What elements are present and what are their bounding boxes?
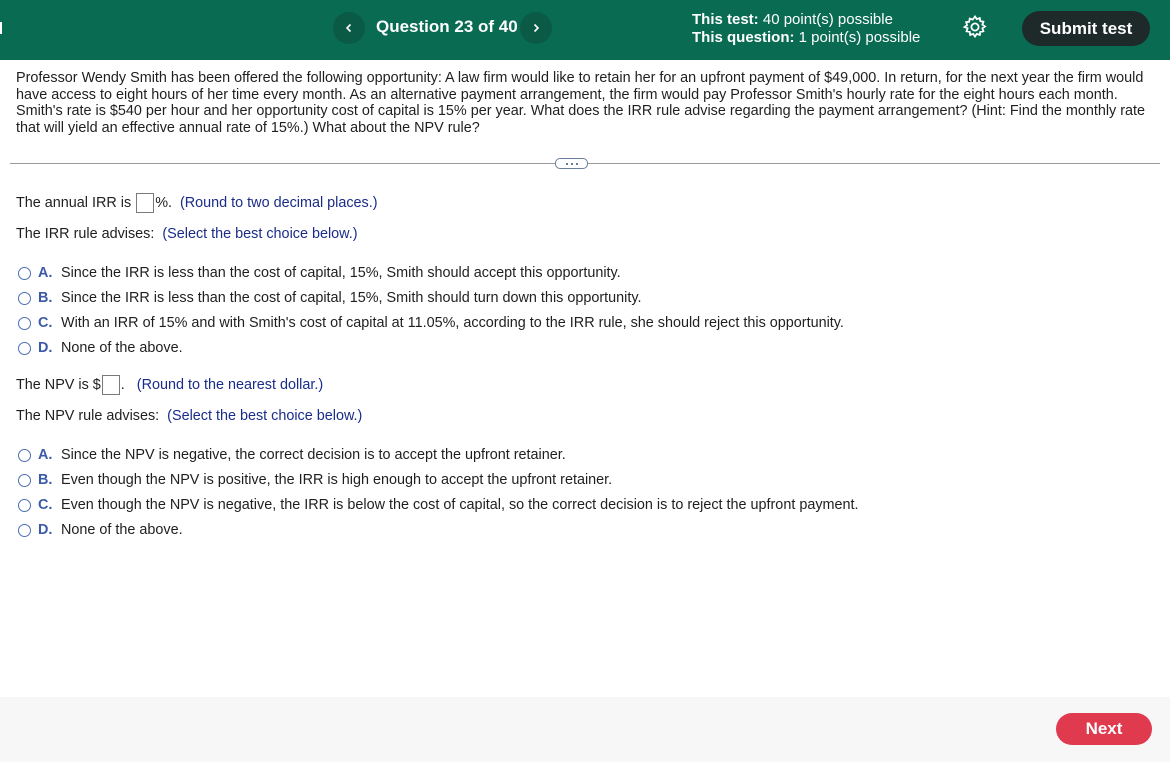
npv-advises-line [16,408,362,424]
irr-option-a[interactable] [18,265,621,281]
question-text: Professor Wendy Smith has been offered the following opportunity: A law firm would like to retain her for an upfront payment of $49,000. In return, for the next year the firm would have access to eight hours of her time every month. As an alternative payment arrangement, the firm would pay Professor Smith's hourly rate for the eight hours each month. Smith's rate is $540 per hour and her opportunity cost of capital is 15% per year. What does the IRR rule advise regarding the payment arrangement? (Hint: Find the monthly rate that will yield an effective annual rate of 15%.) What about the NPV rule? [16,70,1146,136]
option-letter: A. [38,447,53,463]
irr-input[interactable] [136,193,154,213]
npv-suffix: . [120,377,125,393]
option-letter: D. [38,522,53,538]
dot [566,163,568,165]
irr-option-b[interactable] [18,290,641,306]
gear-icon [962,14,988,40]
test-points-value: 40 point(s) possible [762,11,893,28]
npv-prefix: The NPV is $ [16,377,101,393]
radio-button[interactable] [18,524,31,537]
irr-advises-hint: (Select the best choice below.) [162,226,358,242]
option-letter: B. [38,290,53,306]
dot [571,163,573,165]
radio-button[interactable] [18,267,31,280]
irr-prefix: The annual IRR is [16,195,132,211]
npv-round-hint: (Round to the nearest dollar.) [136,377,324,393]
next-button[interactable]: Next [1056,713,1152,745]
radio-button[interactable] [18,317,31,330]
option-text: Since the IRR is less than the cost of capital, 15%, Smith should turn down this opportunity. [61,290,642,306]
npv-advises-label: The NPV rule advises: [16,408,160,424]
previous-question-button[interactable] [333,12,365,44]
question-points-label: This question: [692,29,795,46]
irr-answer-line [16,193,378,213]
irr-advises-label: The IRR rule advises: [16,226,155,242]
dot [576,163,578,165]
chevron-right-icon [531,23,541,33]
option-text: Since the NPV is negative, the correct decision is to accept the upfront retainer. [61,447,566,463]
npv-option-c[interactable] [18,497,859,513]
irr-suffix: %. [155,195,172,211]
radio-button[interactable] [18,449,31,462]
npv-input[interactable] [102,375,120,395]
irr-option-c[interactable] [18,315,844,331]
option-text: None of the above. [61,340,183,356]
expand-handle[interactable] [555,158,588,169]
test-points-label: This test: [692,11,759,28]
points-info [692,11,920,47]
radio-button[interactable] [18,342,31,355]
footer-bar [0,697,1170,762]
npv-option-b[interactable] [18,472,612,488]
option-text: Even though the NPV is negative, the IRR is below the cost of capital, so the correct decision is to reject the upfront payment. [61,497,859,513]
option-letter: A. [38,265,53,281]
option-letter: C. [38,315,53,331]
option-text: With an IRR of 15% and with Smith's cost of capital at 11.05%, according to the IRR rule, she should reject this opportunity. [61,315,844,331]
option-letter: D. [38,340,53,356]
radio-button[interactable] [18,292,31,305]
option-letter: C. [38,497,53,513]
irr-option-d[interactable] [18,340,183,356]
irr-advises-line [16,226,358,242]
question-points-value: 1 point(s) possible [798,29,921,46]
npv-option-d[interactable] [18,522,183,538]
option-text: None of the above. [61,522,183,538]
chevron-left-icon [344,23,354,33]
radio-button[interactable] [18,499,31,512]
edge-marker [0,22,2,34]
option-letter: B. [38,472,53,488]
option-text: Since the IRR is less than the cost of capital, 15%, Smith should accept this opportunity. [61,265,621,281]
irr-round-hint: (Round to two decimal places.) [179,195,378,211]
option-text: Even though the NPV is positive, the IRR is high enough to accept the upfront retainer. [61,472,613,488]
npv-advises-hint: (Select the best choice below.) [167,408,363,424]
next-question-button[interactable] [520,12,552,44]
npv-option-a[interactable] [18,447,566,463]
npv-answer-line [16,375,323,395]
settings-button[interactable] [962,14,988,40]
question-counter: Question 23 of 40 [376,17,518,36]
submit-test-button[interactable]: Submit test [1022,11,1150,46]
top-bar [0,0,1170,60]
radio-button[interactable] [18,474,31,487]
